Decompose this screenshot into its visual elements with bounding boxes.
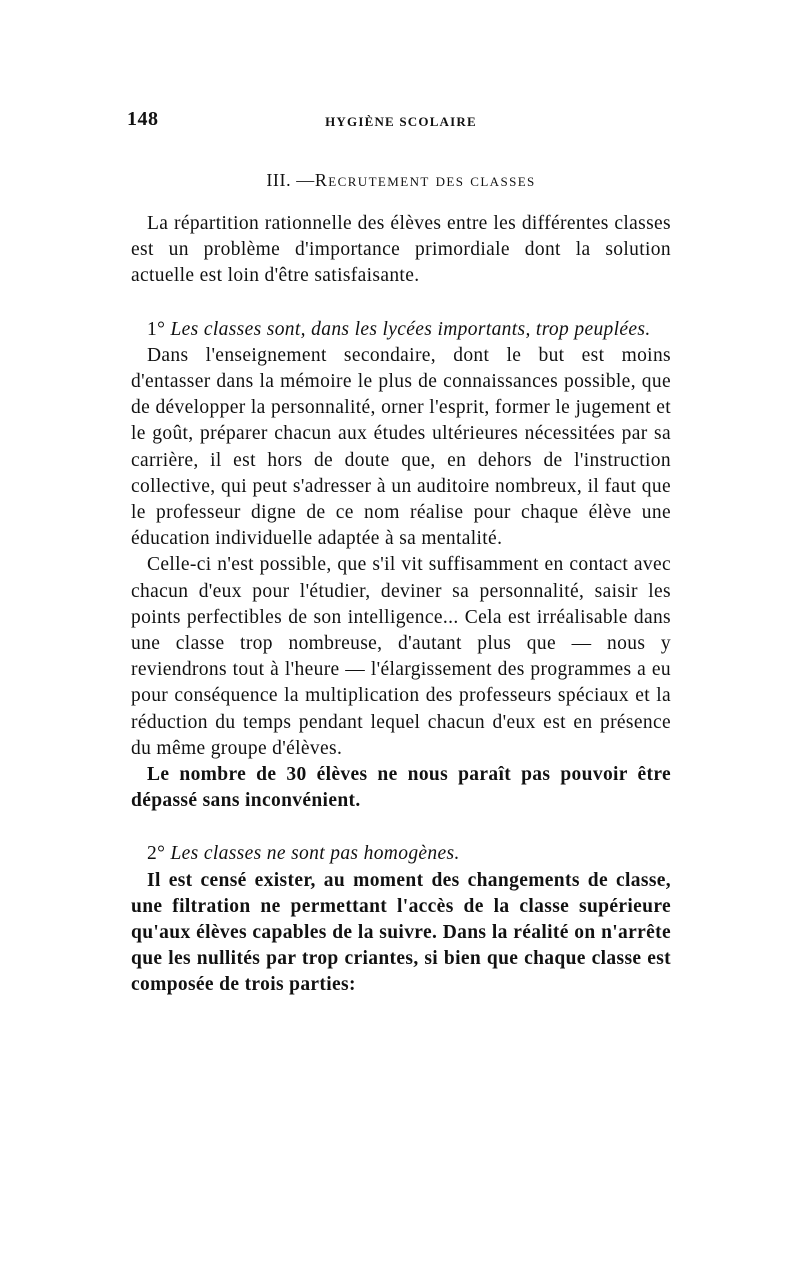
running-head: [127, 108, 671, 144]
running-title: HYGIÈNE SCOLAIRE: [325, 114, 477, 129]
subsection-2-paragraph-1: Il est censé exister, au moment des changements de classe, une filtration ne permettant l'accès de la classe supérieure qu'aux élèves capables de la suivre. Dans la réalité on n'arrête que les nullités par trop criantes, si bien que chaque classe est composée de trois parties:: [131, 869, 671, 996]
intro-paragraph: La répartition rationnelle des élèves entre les différentes classes est un problème d'importance primordiale dont la solution actuelle est loin d'être satisfaisante.: [131, 213, 671, 287]
subsection-1-number: 1°: [147, 318, 166, 340]
page-number: 148: [127, 108, 159, 130]
subsection-1-paragraph-1: Dans l'enseignement secondaire, dont le but est moins d'entasser dans la mémoire le plus de connaissances possible, que de développer la personnalité, orner l'esprit, former le jugement et le goût, préparer chacun aux études ultérieures nécessitées par sa carrière, il est hors de doute que, en dehors de l'instruction collective, qui peut s'adresser à un auditoire nombreux, il faut que le professeur digne de ce nom réalise pour chaque élève une éducation individuelle adaptée à sa mentalité.: [131, 344, 671, 550]
page-body: [127, 108, 671, 999]
subsection-1-title: Les classes sont, dans les lycées importants, trop peuplées.: [170, 318, 651, 340]
subsection-1-paragraph-3: Le nombre de 30 élèves ne nous paraît pas pouvoir être dépassé sans inconvénient.: [131, 764, 671, 812]
subsection-1-paragraph-2: Celle-ci n'est possible, que s'il vit suffisamment en contact avec chacun d'eux pour l'étudier, deviner sa personnalité, saisir les points perfectibles de son intelligence... Cela est irréalisable dans une classe trop nombreuse, d'autant plus que — nous y reviendrons tout à l'heure — l'élargissement des programmes a eu pour conséquence la multiplication des professeurs spéciaux et la réduction du temps pendant lequel chacun d'eux est en présence du même groupe d'élèves.: [131, 554, 671, 759]
section-title: [131, 170, 671, 191]
subsection-heading-1: [131, 317, 671, 343]
subsection-heading-2: [131, 841, 671, 867]
subsection-2-number: 2°: [147, 843, 166, 865]
section-title-text: Recrutement des classes: [314, 170, 536, 190]
section-number: III. —: [266, 170, 315, 190]
subsection-2-title: Les classes ne sont pas homogènes.: [170, 843, 460, 865]
